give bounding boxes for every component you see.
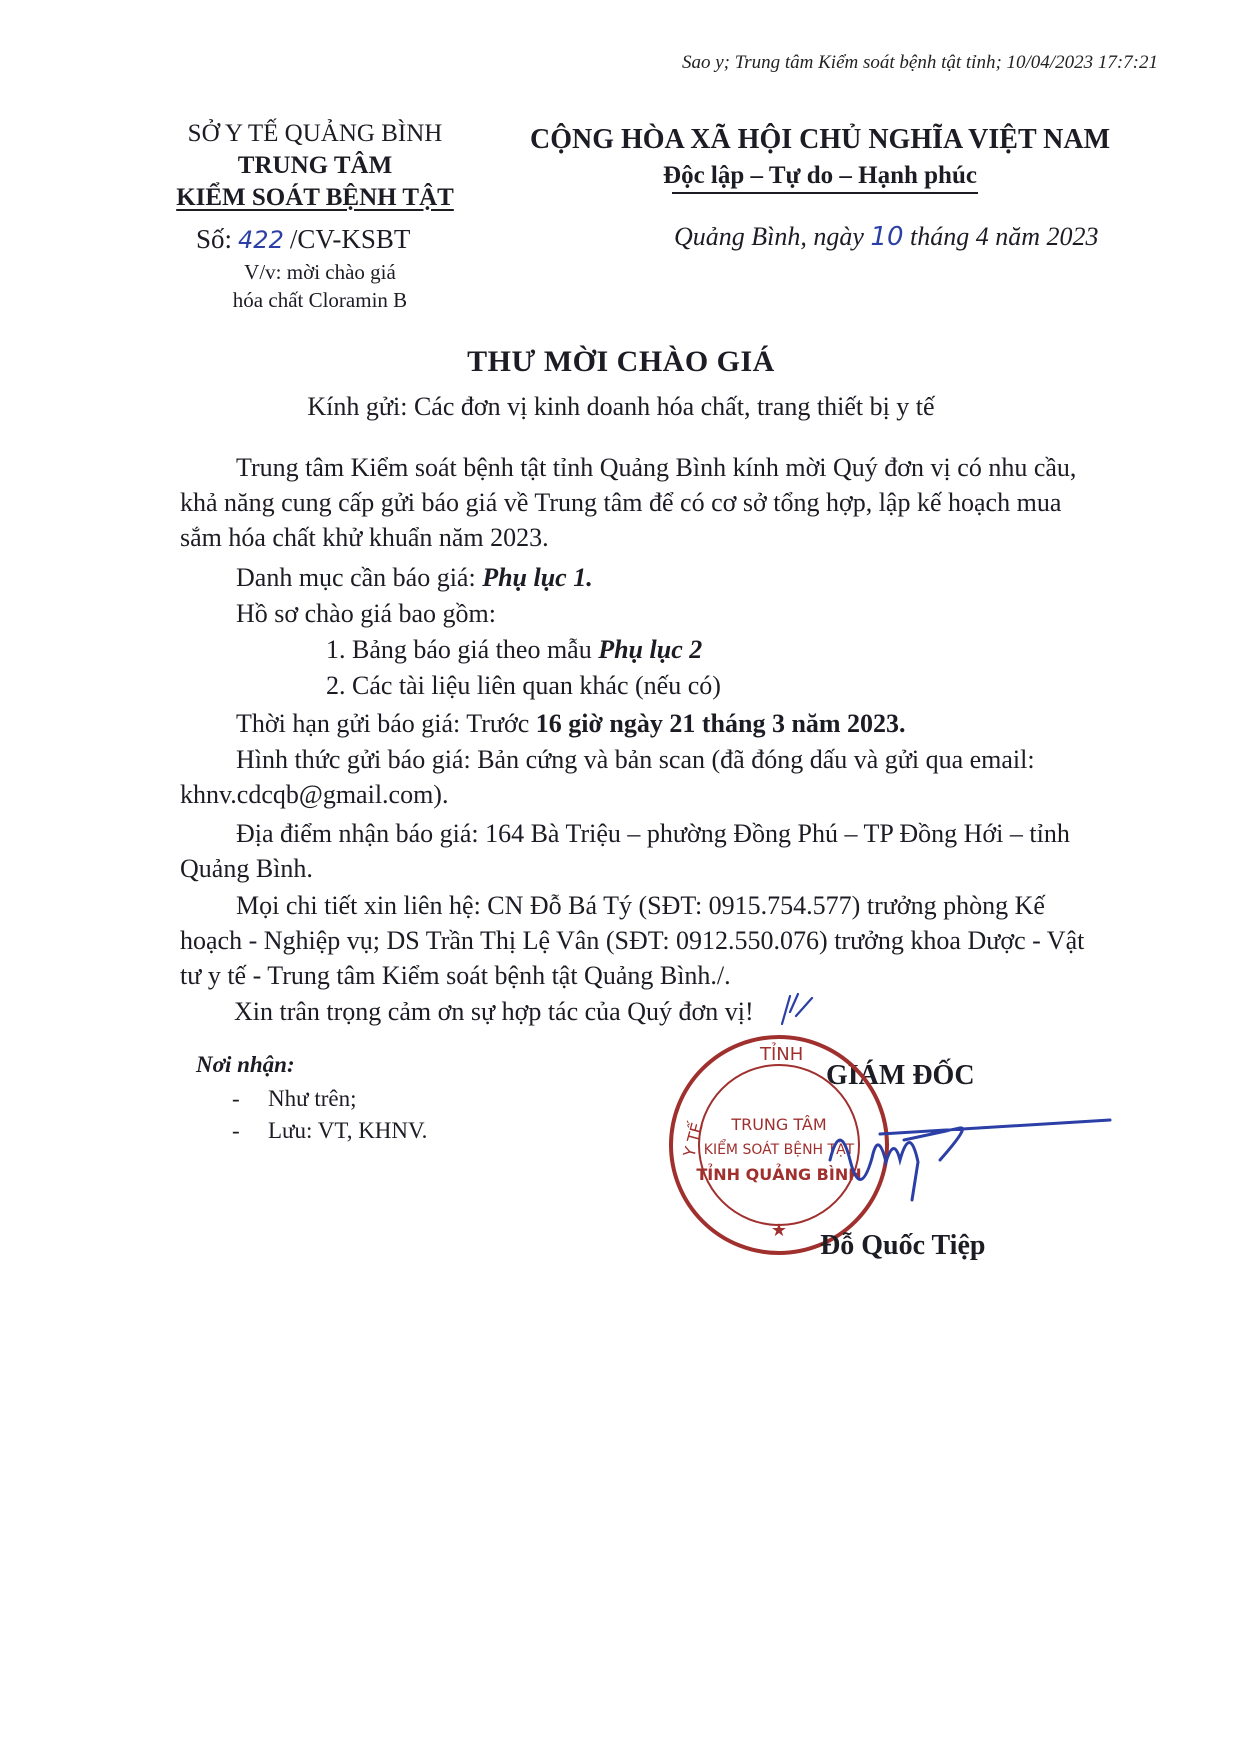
issuer-header bbox=[150, 118, 480, 214]
dossier-item-1-ref: Phụ lục 2 bbox=[598, 635, 703, 664]
contact-line-2: hoạch - Nghiệp vụ; DS Trần Thị Lệ Vân (SĐT: 0912.550.076) trưởng khoa Dược - Vật bbox=[180, 926, 1085, 955]
recipient-item-1: - Như trên; bbox=[232, 1086, 357, 1111]
seal-top-text: TỈNH bbox=[760, 1044, 804, 1065]
submission-place bbox=[180, 816, 1126, 886]
recipient-line: Kính gửi: Các đơn vị kinh doanh hóa chất, trang thiết bị y tế bbox=[307, 392, 935, 421]
place-line-1: Địa điểm nhận báo giá: 164 Bà Triệu – phường Đồng Phú – TP Đồng Hới – tỉnh bbox=[236, 819, 1070, 848]
intro-line-3: sắm hóa chất khử khuẩn năm 2023. bbox=[180, 523, 549, 552]
deadline-value: 16 giờ ngày 21 tháng 3 năm 2023. bbox=[535, 709, 906, 738]
catalog-line bbox=[236, 560, 593, 595]
seal-left-text: Y TẾ bbox=[679, 1120, 707, 1160]
recipient-item-2: - Lưu: VT, KHNV. bbox=[232, 1118, 428, 1143]
seal-star: ★ bbox=[770, 1220, 788, 1241]
recipients-label: Nơi nhận: bbox=[196, 1052, 295, 1077]
recipient-item-2-text: Lưu: VT, KHNV. bbox=[268, 1118, 428, 1143]
submission-line-1: Hình thức gửi báo giá: Bản cứng và bản scan (đã đóng dấu và gửi qua email: bbox=[236, 745, 1035, 774]
place-line-2: Quảng Bình. bbox=[180, 854, 313, 883]
contact-paragraph bbox=[180, 888, 1126, 993]
dateline-suffix: tháng 4 năm 2023 bbox=[910, 222, 1099, 251]
handwritten-signature bbox=[820, 1100, 1120, 1210]
issuer-parent: SỞ Y TẾ QUẢNG BÌNH bbox=[187, 120, 443, 147]
recipient-item-1-text: Như trên; bbox=[268, 1086, 357, 1111]
initial-mark bbox=[776, 990, 816, 1030]
dateline-prefix: Quảng Bình, ngày bbox=[674, 222, 864, 251]
dossier-item-1 bbox=[326, 632, 702, 667]
signer-name: Đỗ Quốc Tiệp bbox=[820, 1230, 986, 1261]
subject-line-1: V/v: mời chào giá bbox=[244, 260, 396, 284]
closing-thanks: Xin trân trọng cảm ơn sự hợp tác của Quý đơn vị! bbox=[234, 997, 754, 1026]
doc-number-prefix: Số: bbox=[196, 224, 233, 254]
copy-watermark: Sao y; Trung tâm Kiểm soát bệnh tật tỉnh; 10/04/2023 17:7:21 bbox=[681, 52, 1158, 73]
dossier-item-1-text: 1. Bảng báo giá theo mẫu bbox=[326, 635, 592, 664]
dateline-day-handwritten: 10 bbox=[870, 222, 904, 252]
issuer-name-1: TRUNG TÂM bbox=[237, 152, 393, 179]
deadline-label: Thời hạn gửi báo giá: Trước bbox=[236, 709, 530, 738]
national-header bbox=[520, 124, 1120, 190]
intro-line-1: Trung tâm Kiểm soát bệnh tật tỉnh Quảng Bình kính mời Quý đơn vị có nhu cầu, bbox=[236, 453, 1077, 482]
deadline-line bbox=[236, 706, 906, 741]
dateline bbox=[674, 222, 1099, 252]
country-name: CỘNG HÒA XÃ HỘI CHỦ NGHĨA VIỆT NAM bbox=[529, 124, 1111, 155]
submission-form bbox=[180, 742, 1126, 812]
subject-line-2: hóa chất Cloramin B bbox=[232, 288, 408, 312]
seal-line-2: KIỂM SOÁT BỆNH TẬT bbox=[703, 1142, 855, 1158]
contact-line-1: Mọi chi tiết xin liên hệ: CN Đỗ Bá Tý (SĐT: 0915.754.577) trưởng phòng Kế bbox=[236, 891, 1045, 920]
submission-line-2: khnv.cdcqb@gmail.com). bbox=[180, 780, 449, 809]
signer-title: GIÁM ĐỐC bbox=[826, 1060, 975, 1091]
issuer-name-2: KIỂM SOÁT BỆNH TẬT bbox=[176, 184, 454, 211]
intro-paragraph bbox=[180, 450, 1126, 555]
seal-line-3: TỈNH QUẢNG BÌNH bbox=[696, 1165, 862, 1184]
dossier-label: Hồ sơ chào giá bao gồm: bbox=[236, 599, 496, 628]
dossier-item-2: 2. Các tài liệu liên quan khác (nếu có) bbox=[326, 671, 721, 700]
motto-underline bbox=[672, 192, 978, 194]
intro-line-2: khả năng cung cấp gửi báo giá về Trung tâm để có cơ sở tổng hợp, lập kế hoạch mua bbox=[180, 488, 1062, 517]
catalog-label: Danh mục cần báo giá: bbox=[236, 563, 476, 592]
doc-number-suffix: /CV-KSBT bbox=[289, 224, 411, 254]
seal-line-1: TRUNG TÂM bbox=[731, 1115, 827, 1134]
document-number bbox=[196, 224, 410, 255]
document-subject bbox=[150, 258, 490, 314]
catalog-ref: Phụ lục 1. bbox=[482, 563, 593, 592]
contact-line-3: tư y tế - Trung tâm Kiểm soát bệnh tật Quảng Bình./. bbox=[180, 961, 731, 990]
doc-number-handwritten: 422 bbox=[238, 226, 284, 254]
document-title: THƯ MỜI CHÀO GIÁ bbox=[467, 345, 775, 378]
national-motto: Độc lập – Tự do – Hạnh phúc bbox=[663, 162, 977, 189]
